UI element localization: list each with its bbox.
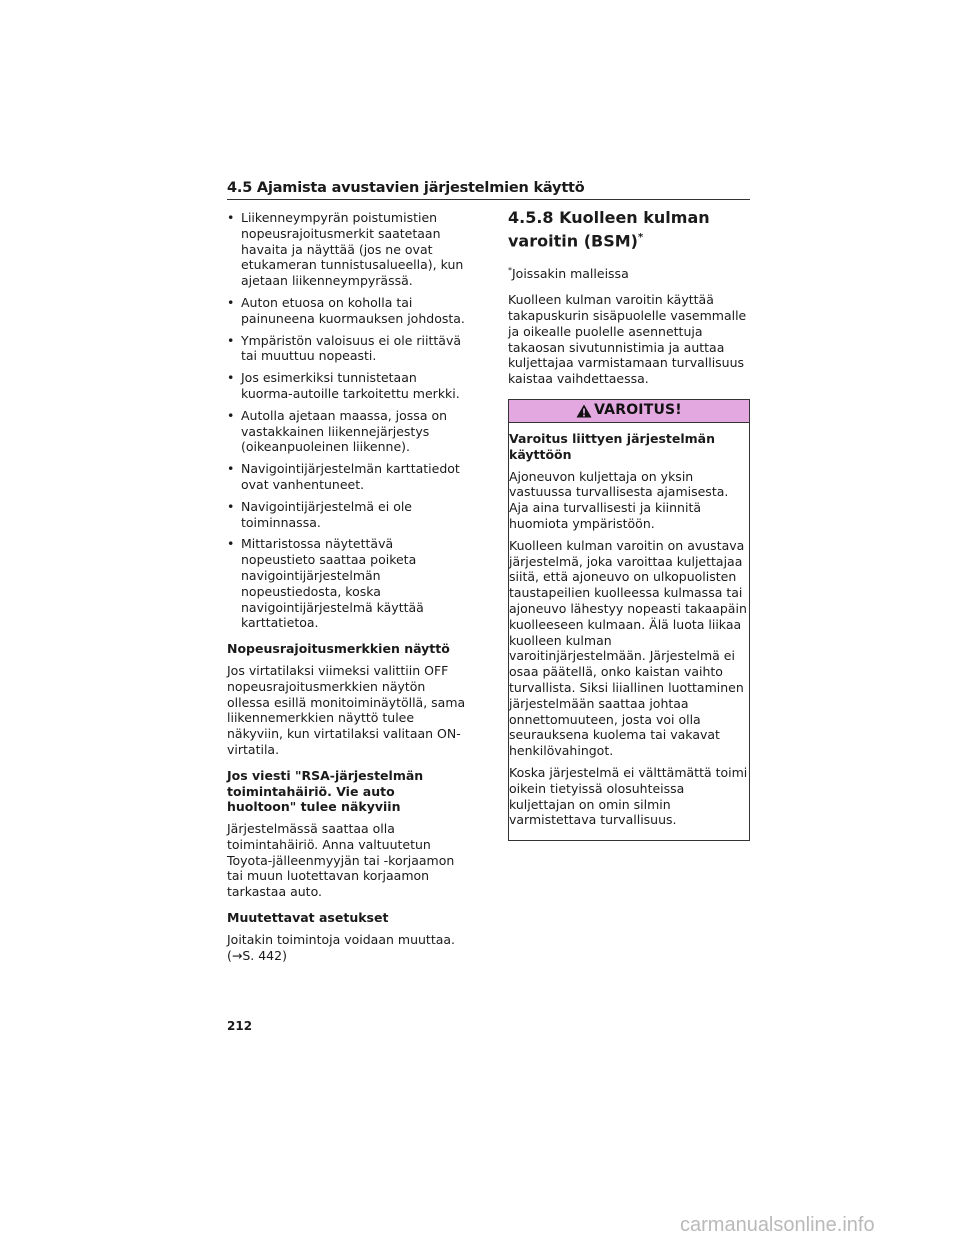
paragraph: Joitakin toimintoja voidaan muuttaa. (→S. 442) <box>227 931 456 963</box>
warning-header <box>509 400 749 423</box>
page-reference-link[interactable]: (→S. 442) <box>227 947 287 963</box>
list-item: • Navigointijärjestelmä ei ole toiminnassa. <box>227 498 413 530</box>
paragraph: Järjestelmässä saattaa olla toimintahäiriö. Anna valtuutetun Toyota-jälleenmyyjän tai -korjaamon tai muun luotettavan korjaamon tarkastaa auto. <box>227 821 455 900</box>
paragraph: Jos virtatilaksi viimeksi valittiin OFF nopeusrajoitusmerkkien näytön ollessa esillä monitoiminäytöllä, sama liikennemerkkien näyttö tulee näkyviin, kun virtatilaksi valitaan ON-virtatila. <box>227 662 466 757</box>
bullet-marker: • <box>227 332 235 348</box>
page-number: 212 <box>227 1019 253 1033</box>
intro-paragraph: Kuolleen kulman varoitin käyttää takapuskurin sisäpuolelle vasemmalle ja oikealle puolelle asennettuja takaosan sivutunnistimia ja auttaa kuljettajaa varmistamaan turvallisuus kaistaa vaihdettaessa. <box>508 292 747 387</box>
warning-triangle-icon <box>576 404 592 418</box>
footnote-mark: * <box>637 232 644 243</box>
subheading-rsa-malfunction: Jos viesti "RSA-järjestelmän toimintahäiriö. Vie auto huoltoon" tulee näkyviin <box>227 767 424 815</box>
list-item: • Navigointijärjestelmän karttatiedot ovat vanhentuneet. <box>227 461 460 492</box>
header-divider <box>227 199 750 200</box>
warning-body <box>509 423 749 840</box>
footnote-mark: * <box>508 266 512 276</box>
bullet-marker: • <box>227 210 235 225</box>
subheading-customizable-settings: Muutettavat asetukset <box>227 910 389 926</box>
list-item: • Auton etuosa on koholla tai painuneena kuormauksen johdosta. <box>227 294 465 326</box>
list-item: • Ympäristön valoisuus ei ole riittävä tai muuttuu nopeasti. <box>227 332 461 364</box>
bullet-marker: • <box>227 407 235 423</box>
bullet-marker: • <box>227 461 235 477</box>
bullet-marker: • <box>227 498 235 514</box>
subheading-speed-sign-display: Nopeusrajoitusmerkkien näyttö <box>227 641 450 657</box>
warning-box <box>508 399 750 841</box>
section-header: 4.5 Ajamista avustavien järjestelmien käyttö <box>227 180 585 196</box>
bullet-marker: • <box>227 370 235 386</box>
list-item: • Liikenneympyrän poistumistien nopeusrajoitusmerkit saatetaan havaita ja näyttää (jos ne ovat etukameran tunnistusalueella), kun ajetaan liikenneympyrässä. <box>227 210 464 289</box>
list-item: • Jos esimerkiksi tunnistetaan kuorma-autoille tarkoitettu merkki. <box>227 370 460 401</box>
watermark: carmanualsonline.info <box>680 1214 875 1236</box>
list-item: • Mittaristossa näytettävä nopeustieto saattaa poiketa navigointijärjestelmän nopeustiedosta, koska navigointijärjestelmä käyttää karttatietoa. <box>227 536 424 631</box>
warning-label: VAROITUS! <box>594 402 682 419</box>
list-item: • Autolla ajetaan maassa, jossa on vastakkainen liikennejärjestys (oikeanpuoleinen liikenne). <box>227 407 448 455</box>
section-title: 4.5.8 Kuolleen kulman varoitin (BSM)* <box>508 208 710 251</box>
warning-heading: Varoitus liittyen järjestelmän käyttöön <box>509 431 715 462</box>
paragraph: Kuolleen kulman varoitin on avustava järjestelmä, joka varoittaa kuljettajaa siitä, että ajoneuvo on ulkopuolisten taustapeilien kuolleessa kulmassa tai ajoneuvo lähestyy nopeasti takaapäin kuolleeseen kulmaan. Älä luota liikaa kuolleen kulman varoitinjärjestelmään. Järjestelmä ei osaa päätellä, onko kaistan vaihto turvallista. Siksi liiallinen luottaminen järjestelmään saattaa johtaa onnettomuuteen, josta voi olla seurauksena kuolema tai vakavat henkilövahingot. <box>509 537 747 759</box>
bullet-marker: • <box>227 294 235 310</box>
paragraph: Koska järjestelmä ei välttämättä toimi oikein tietyissä olosuhteissa kuljettajan on omin silmin varmistettava turvallisuus. <box>509 765 748 828</box>
footnote: *Joissakin malleissa <box>508 266 629 282</box>
bullet-marker: • <box>227 536 235 552</box>
right-column <box>508 208 750 841</box>
left-column <box>227 210 467 969</box>
paragraph: Ajoneuvon kuljettaja on yksin vastuussa turvallisesta ajamisesta. Aja aina turvallisesti ja kiinnitä huomiota ympäristöön. <box>509 468 729 532</box>
